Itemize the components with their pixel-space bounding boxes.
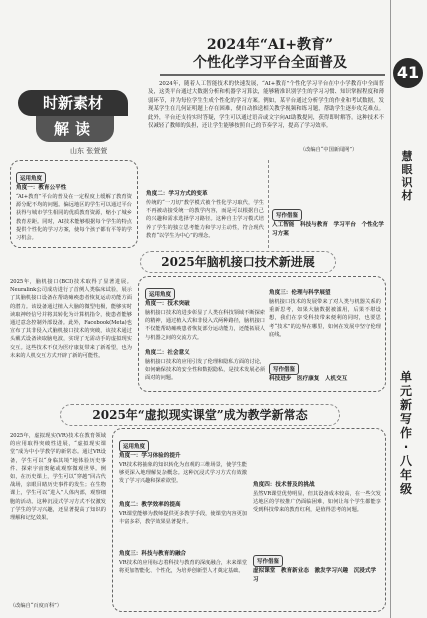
unit-label: 单元新写作·八年级 [399,370,412,496]
angle-heading: 角度一：学习体验的提升 [119,453,181,459]
section1-lead: 2024年，随着人工智能技术的快速发展，“AI+教育”个性化学习平台在中小学教育中全面普及，这类平台通过大数据分析和机器学习算法，能够精准识别学生的学习习惯、知识掌握程度和薄弱环节，并为每位学生生成个性化的学习方案。例如，某平台通过分析学生的作业和考试数据，发现某学生在几何证明题上存在困难，便自动推送相关教学视频和练习题，帮助学生逐步攻克难点。此外，平台还支持实时答疑，学生可以通过语音或文字向AI助教提问，获得即时解答。这种技术不仅减轻了教师的负担，还让学生能够按照自己的节奏学习，提高了学习效率。 [148,81,384,130]
angle-text: 脑机接口技术的发展带来了对人类与机器关系的重新思考，如果大脑数据被滥用，后果不堪设想，我们在享受科技带来便利的同时，也要思考“技术”的边界在哪里，如何在发展中坚守伦理底线。 [269,299,381,338]
angle-heading: 角度二：教学效率的提高 [119,502,181,508]
keywords: 人工智能 科技与教育 学习平台 个性化学习方案 [272,222,384,237]
angle-text: 脑机接口技术的进步彰显了人类在科技领域不断探索的精神，通过植入式和非侵入式两种路径，脑机接口不仅能帮助瘫痪患者恢复部分运动能力，还能拓展人与机器之间的交流方式。 [145,310,265,341]
section3-source: （改编自“百度百科”） [10,603,62,609]
angle-heading: 角度四：技术普及的挑战 [253,482,315,488]
page-number: 41 [393,58,423,88]
column-title: 慧眼识材 [401,150,413,202]
section1-column3 [272,162,386,248]
angle-text: “AI+教育”平台的普及在一定程度上缓解了教育资源分配不均的问题。偏远地区的学生可以通过平台获得与城市学生相同的优质教育资源，缩小了城乡教育差距。同时，AI技术能够根据每个学生的特点提供个性化的学习方案，使每个孩子都有平等的学习机会。 [16,194,132,242]
byline: 山东 张萱萱 [70,147,108,155]
keywords: 虚拟课堂 教育新业态 激发学习兴趣 沉浸式学习 [253,568,377,583]
angle-heading: 角度一：教育公平性 [16,185,67,191]
section1-source: （改编自“中国新闻网”） [300,147,358,153]
angle-text: 虽然VR课堂优势明显，但其设备成本较高，在一些欠发达地区的学校推广仍面临困难，如何让每个学生都能享受到科技带来的教育红利，是值得思考的问题。 [253,491,381,514]
comment-tag: 运用角度 [145,288,175,300]
keywords: 科技进步 医疗康复 人机交互 [269,376,348,382]
writing-tag: 写作借鉴 [269,363,299,375]
angle-text: VR课堂能够为教师提供更多教学手段，使课堂内容更加丰富多彩，教学效果显著提升。 [119,511,247,526]
angle-heading: 角度三：伦理与科学展望 [269,290,331,296]
angle-text: VR技术的应用标志着科技与教育的深度融合，未来课堂将更加智能化、个性化，为培养创新型人才奠定基础。 [119,560,247,575]
section3-comment-box [112,428,386,612]
angle-text: VR技术将抽象的知识转化为直观的三维场景，使学生能够更深入地理解复杂概念。这种沉浸式学习方式有效激发了学习兴趣和探索欲望。 [119,462,247,485]
section1-title: 2024年“AI+教育” 个性化学习平台全面普及 [193,37,347,71]
section1-column2 [146,162,264,248]
angle-heading: 角度一：技术突破 [145,301,190,307]
section2-comment-box [138,276,386,392]
comment-tag: 运用角度 [16,172,46,184]
logo-line1: 时新素材 [18,90,128,116]
comment-tag: 运用角度 [119,440,149,452]
angle-text-continued [272,162,386,202]
section1-comment-box [10,160,138,248]
angle-heading: 角度三：科技与教育的融合 [119,551,187,557]
angle-text: 脑机接口技术的应用引发了伦理和隐私方面的讨论，如何确保技术的安全性和数据隐私，是技术发展必须面对的问题。 [145,359,265,382]
angle1-continued [146,162,264,190]
section2-lead: 2025年，脑机接口(BCI)技术取得了显著进展。Neuralink公司成功进行了首例人类临床试验，展示了其脑机接口设备在帮助瘫痪患者恢复运动功能方面的潜力。该设备通过植入大脑的微型电极，能够实时读取神经信号并将其转化为计算机指令，使患者能够通过意念控制外部设备。此外，Facebook(Meta)也宣布了其非侵入式脑机接口技术的突破，该技术通过头戴式设备读取脑电波，实现了无需动手的虚拟现实交互。这些技术不仅为医疗康复带来了新希望，也为未来的人机交互方式开辟了新的可能性。 [10,279,132,359]
writing-tag: 写作借鉴 [253,555,283,567]
section2-title: 2025年脑机接口技术新进展 [140,251,336,273]
divider [268,160,269,248]
section3-title: 2025年“虚拟现实课堂”成为教学新常态 [60,404,340,426]
title-underline [160,74,385,76]
angle-heading: 角度二：社会意义 [145,350,190,356]
angle-heading: 角度二：学习方式的变革 [146,191,208,197]
section3-lead: 2025年，虚拟现实(VR)技术在教育领域的应用取得突破性进展，“虚拟现实课堂”成为中小学教学的新常态。通过VR设备，学生可以“身临其境”地体验历史事件、探索宇宙奥秘或观察微观世界。例如，在历史课上，学生可以“穿越”回古代战场，亲眼目睹历史事件的发生；在生物课上，学生可以“进入”人体内部，观察细胞的活动。这种沉浸式学习方式不仅激发了学生的学习兴趣，还显著提高了知识的理解和记忆效果。 [10,433,106,522]
right-sidebar [390,0,427,618]
angle-text: 传统的“一刀切”教学模式被个性化学习取代，学生不再被动接受统一的教学内容，而是可以根据自己的兴趣和需求选择学习路径。这种自主学习模式培养了学生的独立思考能力和学习主动性，符合现代教育“以学生为中心”的理念。 [146,200,264,239]
writing-tag: 写作借鉴 [272,209,302,221]
logo-line2: 解读 [36,116,114,142]
